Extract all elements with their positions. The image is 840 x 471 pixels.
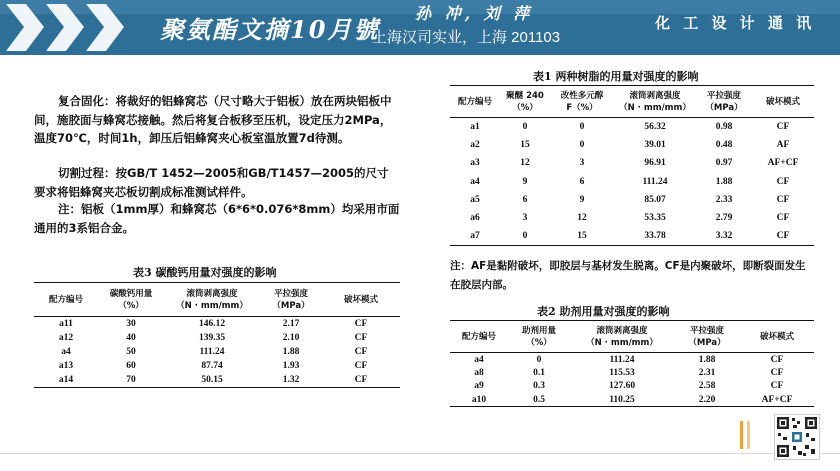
column-header: 平拉强度 （MPa） <box>705 90 743 113</box>
table-cell: 111.24 <box>199 346 225 357</box>
table-cell: 1.88 <box>715 176 733 187</box>
table-cell: 0.1 <box>533 367 545 378</box>
column-header: 平拉强度 （MPa） <box>272 288 310 311</box>
table-cell: a2 <box>470 139 480 150</box>
table-cell: a4 <box>470 176 480 187</box>
table-cell: a3 <box>470 158 480 169</box>
table-cell: 0 <box>579 121 585 132</box>
table-cell: 2.10 <box>282 332 300 343</box>
chevron-arrows-icon <box>0 0 150 55</box>
table-cell: 1.93 <box>282 361 300 372</box>
table-cell: 85.07 <box>644 194 666 205</box>
table-cell: 1.88 <box>282 346 300 357</box>
table-cell: AF+CF <box>767 158 799 169</box>
paragraph-note-material <box>34 200 400 237</box>
table-cell: 30 <box>126 318 136 329</box>
table1-caption: 表1 两种树脂的用量对强度的影响 <box>533 70 699 83</box>
table-cell: 3.32 <box>715 231 733 242</box>
table-header-row <box>34 283 400 317</box>
qr-code-icon <box>774 414 820 460</box>
table-cell: 60 <box>126 361 136 372</box>
table-cell: 50.15 <box>201 375 223 386</box>
table-cell: a10 <box>471 394 487 405</box>
table-cell: 56.32 <box>644 121 666 132</box>
paragraph-note-material-text: 注：铝板（1mm厚）和蜂窝芯（6*6*0.076*8mm）均采用市面通用的3系铝合金。 <box>34 202 400 235</box>
table-row <box>34 331 400 345</box>
table-cell: CF <box>354 318 368 329</box>
table-cell: a5 <box>470 194 480 205</box>
table-cell: CF <box>770 381 784 392</box>
table-cell: CF <box>770 354 784 365</box>
table-cell: 9 <box>522 176 528 187</box>
banner-affiliation: 上海汉司实业，上海 201103 <box>372 29 561 46</box>
paragraph-curing <box>34 92 400 148</box>
table-cell: 0 <box>522 231 528 242</box>
table-cell: a6 <box>470 213 480 224</box>
table-cell: 0.98 <box>715 121 733 132</box>
table-cell: 15 <box>520 139 530 150</box>
table1 <box>450 85 814 246</box>
table-row <box>450 172 814 190</box>
table-cell: CF <box>354 361 368 372</box>
paragraph-curing-text: 复合固化：将裁好的铝蜂窝芯（尺寸略大于铝板）放在两块铝板中间，施胶面与蜂窝芯接触。然后将复合板移至压机，设定压力2MPa，温度70℃，时间1h，卸压后铝蜂窝夹心板室温放置7d待测。 <box>34 94 392 145</box>
table-row <box>34 317 400 331</box>
table-cell: 0.5 <box>533 394 545 405</box>
table-cell: a4 <box>474 354 484 365</box>
table-cell: a12 <box>58 332 74 343</box>
table-cell: 12 <box>520 158 530 169</box>
paragraph-cutting <box>34 164 400 201</box>
table-cell: 6 <box>579 176 585 187</box>
table3 <box>34 282 400 388</box>
table-cell: 6 <box>522 194 528 205</box>
table2 <box>450 320 814 407</box>
table-cell: 0.48 <box>715 139 733 150</box>
banner-authors: 孙 冲, 刘 萍 <box>415 4 534 23</box>
table-cell: 115.53 <box>609 367 635 378</box>
table-cell: a11 <box>59 318 73 329</box>
column-header: 配方编号 <box>457 96 492 107</box>
table-cell: 0 <box>536 354 542 365</box>
column-header: 滚筒剥离强度 （N · mm/mm） <box>176 288 248 311</box>
banner-title: 聚氨酯文摘10月號 <box>160 15 380 44</box>
banner-journal: 化 工 设 计 通 讯 <box>655 14 816 32</box>
table-row <box>34 359 400 373</box>
table-cell: 146.12 <box>198 318 226 329</box>
accent-bar-orange <box>740 421 743 449</box>
table-row <box>450 393 814 407</box>
table-row <box>450 191 814 209</box>
table3-caption: 表3 碳酸钙用量对强度的影响 <box>133 266 277 279</box>
table-cell: 0.3 <box>533 381 545 392</box>
table-cell: a14 <box>58 375 74 386</box>
table-cell: 12 <box>577 213 587 224</box>
column-header: 改性多元醇 F（%） <box>560 90 604 113</box>
table-cell: a4 <box>61 346 71 357</box>
table-cell: CF <box>776 121 790 132</box>
table-cell: 1.88 <box>698 354 716 365</box>
table-cell: 50 <box>126 346 136 357</box>
table-row <box>450 380 814 394</box>
table-cell: 87.74 <box>201 361 223 372</box>
table-cell: 9 <box>579 194 585 205</box>
table-cell: 110.25 <box>609 394 635 405</box>
table-cell: 2.58 <box>698 381 716 392</box>
table-cell: 39.01 <box>644 139 666 150</box>
column-header: 配方编号 <box>48 294 83 305</box>
table-cell: 2.17 <box>282 318 300 329</box>
table-header-row <box>450 321 814 353</box>
table-cell: 53.35 <box>644 213 666 224</box>
column-header: 平拉强度 （MPa） <box>688 325 726 348</box>
table-cell: 3 <box>579 158 585 169</box>
table-cell: CF <box>354 375 368 386</box>
table-row <box>34 373 400 387</box>
table-cell: 70 <box>126 375 136 386</box>
table-cell: 2.20 <box>698 394 716 405</box>
table-cell: 111.24 <box>642 176 668 187</box>
paragraph-cutting-text: 切割过程：按GB/T 1452—2005和GB/T1457—2005的尺寸要求将铝蜂窝夹芯板切割成标准测试样件。 <box>34 166 389 199</box>
table-cell: 40 <box>126 332 136 343</box>
table-cell: CF <box>776 231 790 242</box>
table-cell: 15 <box>577 231 587 242</box>
table-cell: 139.35 <box>198 332 226 343</box>
table-cell: a1 <box>470 121 480 132</box>
header-banner <box>0 0 840 55</box>
column-header: 破坏模式 <box>765 96 800 107</box>
table-row <box>450 366 814 380</box>
table-cell: 2.31 <box>698 367 716 378</box>
table-cell: 1.32 <box>282 375 300 386</box>
table-cell: 2.33 <box>715 194 733 205</box>
column-header: 碳酸钙用量 （%） <box>109 288 153 311</box>
table-cell: 33.78 <box>644 231 666 242</box>
table-cell: CF <box>776 194 790 205</box>
table-row <box>450 136 814 154</box>
column-header: 配方编号 <box>461 331 496 342</box>
table-cell: 0.97 <box>715 158 733 169</box>
table-cell: a7 <box>470 231 480 242</box>
table-header-row <box>450 86 814 118</box>
column-header: 滚筒剥离强度 （N · mm/mm） <box>619 90 691 113</box>
table2-caption: 表2 助剂用量对强度的影响 <box>537 305 670 318</box>
table-cell: CF <box>776 213 790 224</box>
table-cell: 0 <box>579 139 585 150</box>
column-header: 破坏模式 <box>759 331 794 342</box>
column-header: 破坏模式 <box>343 294 378 305</box>
table-row <box>450 227 814 245</box>
table-cell: a9 <box>474 381 484 392</box>
table-cell: AF <box>776 139 790 150</box>
column-header: 助剂用量 （%） <box>521 325 556 348</box>
table-cell: CF <box>354 346 368 357</box>
table-row <box>450 209 814 227</box>
table-cell: CF <box>770 367 784 378</box>
table-cell: 3 <box>522 213 528 224</box>
table-row <box>34 345 400 359</box>
table-row <box>450 154 814 172</box>
table-cell: CF <box>776 176 790 187</box>
column-header: 聚醚 240 （%） <box>506 90 544 113</box>
table-cell: 96.91 <box>644 158 666 169</box>
table-row <box>450 118 814 136</box>
table-cell: 111.24 <box>609 354 635 365</box>
table-cell: 2.79 <box>715 213 733 224</box>
table-cell: CF <box>354 332 368 343</box>
footer-divider <box>0 453 840 454</box>
table-cell: AF+CF <box>761 394 793 405</box>
column-header: 滚筒剥离强度 （N · mm/mm） <box>586 325 658 348</box>
table-row <box>450 353 814 367</box>
accent-bar-light <box>747 421 750 449</box>
table-cell: 0 <box>522 121 528 132</box>
table-cell: a13 <box>58 361 74 372</box>
failure-mode-note: 注：AF是黏附破坏，即胶层与基材发生脱离。CF是内聚破坏，即断裂面发生在胶层内部。 <box>450 260 806 291</box>
table-cell: 127.60 <box>608 381 636 392</box>
table-cell: a8 <box>474 367 484 378</box>
